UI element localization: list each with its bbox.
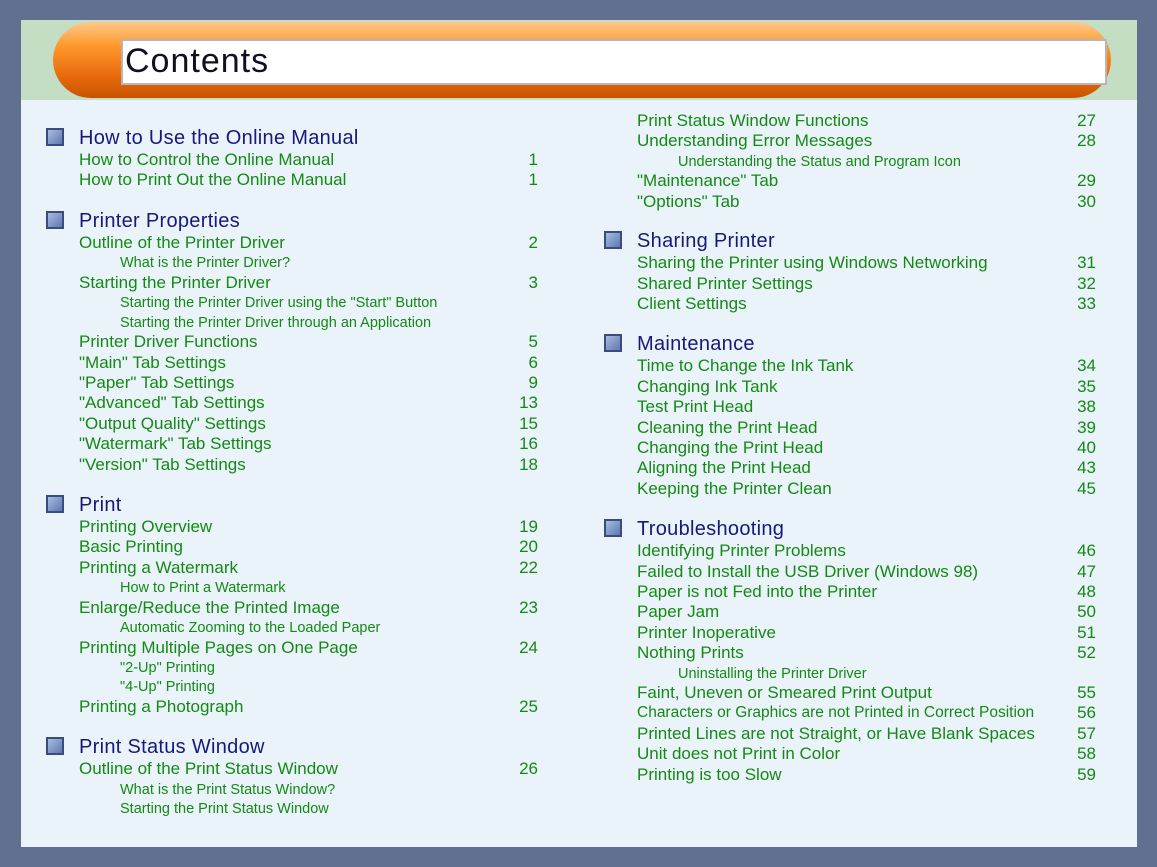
toc-entry-link[interactable]: Changing the Print Head xyxy=(637,437,824,457)
section-heading[interactable] xyxy=(604,229,775,253)
toc-subentry-link[interactable]: "2-Up" Printing xyxy=(120,659,215,676)
section-heading-label: Printer Properties xyxy=(79,209,241,232)
toc-page-number[interactable]: 34 xyxy=(1077,356,1096,376)
toc-page-number[interactable]: 18 xyxy=(519,454,538,474)
toc-entry-link[interactable]: "Options" Tab xyxy=(637,191,740,211)
toc-entry-link[interactable]: Outline of the Print Status Window xyxy=(79,759,338,779)
toc-entry-link[interactable]: Test Print Head xyxy=(637,397,754,417)
toc-subentry-link[interactable]: "4-Up" Printing xyxy=(120,679,215,696)
section-heading[interactable] xyxy=(604,517,784,541)
toc-entry-link[interactable]: Printing Overview xyxy=(79,516,213,536)
toc-page-number[interactable]: 43 xyxy=(1077,458,1096,478)
toc-page-number[interactable]: 50 xyxy=(1077,602,1096,622)
toc-page-number[interactable]: 5 xyxy=(528,332,538,352)
toc-entry-link[interactable]: "Maintenance" Tab xyxy=(637,171,779,191)
toc-page-number[interactable]: 32 xyxy=(1077,273,1096,293)
toc-entry-link[interactable]: Basic Printing xyxy=(79,537,183,557)
section-heading-label: Print xyxy=(79,493,122,516)
toc-page-number[interactable]: 46 xyxy=(1077,541,1096,561)
toc-page-number[interactable]: 55 xyxy=(1077,683,1096,702)
toc-entry-link[interactable]: Characters or Graphics are not Printed in Correct Position xyxy=(637,704,1035,722)
toc-entry-link[interactable]: Print Status Window Functions xyxy=(637,111,869,130)
section-heading[interactable] xyxy=(604,332,755,356)
toc-entry-link[interactable]: "Paper" Tab Settings xyxy=(79,372,235,392)
toc-entry-link[interactable]: "Watermark" Tab Settings xyxy=(79,434,272,454)
toc-page-number[interactable]: 30 xyxy=(1077,191,1096,211)
toc-page-number[interactable]: 9 xyxy=(528,372,538,392)
toc-page-number[interactable]: 25 xyxy=(519,696,538,716)
square-bullet-icon xyxy=(46,737,64,755)
toc-entry-link[interactable]: "Advanced" Tab Settings xyxy=(79,393,265,413)
toc-page-number[interactable]: 31 xyxy=(1077,253,1096,273)
toc-page-number[interactable]: 23 xyxy=(519,597,538,617)
section-heading[interactable] xyxy=(46,126,359,150)
square-bullet-icon xyxy=(46,211,64,229)
toc-entry-link[interactable]: Sharing the Printer using Windows Networking xyxy=(637,253,988,273)
square-bullet-icon xyxy=(46,495,64,513)
toc-entry-link[interactable]: How to Print Out the Online Manual xyxy=(79,170,347,190)
toc-page-number[interactable]: 16 xyxy=(519,434,538,454)
toc-subentry-link[interactable]: How to Print a Watermark xyxy=(120,580,286,597)
toc-entry-link[interactable]: Paper is not Fed into the Printer xyxy=(637,581,878,601)
toc-page-number[interactable]: 52 xyxy=(1077,643,1096,663)
toc-entry-link[interactable]: Cleaning the Print Head xyxy=(637,417,818,437)
toc-page-number[interactable]: 45 xyxy=(1077,478,1096,498)
square-bullet-icon xyxy=(604,519,622,537)
toc-entry-link[interactable]: Keeping the Printer Clean xyxy=(637,478,832,498)
toc-page-number[interactable]: 38 xyxy=(1077,397,1096,417)
toc-page-number[interactable]: 27 xyxy=(1077,111,1096,130)
toc-page-number[interactable]: 22 xyxy=(519,557,538,577)
page-title: Contents xyxy=(125,42,270,80)
section-heading-label: How to Use the Online Manual xyxy=(79,127,359,149)
document-page xyxy=(21,20,1137,847)
toc-page-number[interactable]: 20 xyxy=(519,537,538,557)
toc-subentry-link[interactable]: Uninstalling the Printer Driver xyxy=(678,665,867,682)
toc-entry-link[interactable]: Starting the Printer Driver xyxy=(79,272,271,292)
section-heading[interactable] xyxy=(46,493,122,517)
toc-entry-link[interactable]: Time to Change the Ink Tank xyxy=(637,356,854,376)
toc-entry-link[interactable]: Nothing Prints xyxy=(637,643,744,663)
square-bullet-icon xyxy=(604,231,622,249)
section-heading[interactable] xyxy=(46,735,265,759)
toc-page-number[interactable]: 58 xyxy=(1077,744,1096,764)
toc-page-number[interactable]: 1 xyxy=(528,170,538,190)
toc-page-number[interactable]: 26 xyxy=(519,759,538,779)
section-heading-label: Maintenance xyxy=(637,333,755,356)
toc-page-number[interactable]: 59 xyxy=(1077,764,1096,784)
toc-page-number[interactable]: 56 xyxy=(1077,703,1096,723)
toc-subentry-link[interactable]: What is the Print Status Window? xyxy=(120,781,336,798)
toc-entry-link[interactable]: Outline of the Printer Driver xyxy=(79,232,285,252)
square-bullet-icon xyxy=(604,334,622,352)
toc-entry-link[interactable]: Enlarge/Reduce the Printed Image xyxy=(79,597,340,617)
toc-entry-link[interactable]: Printing a Photograph xyxy=(79,696,244,716)
toc-page-number[interactable]: 3 xyxy=(528,272,538,292)
toc-entry-link[interactable]: Paper Jam xyxy=(637,602,720,622)
toc-page-number[interactable]: 2 xyxy=(528,232,538,252)
header-band xyxy=(21,20,1137,100)
toc-page-number[interactable]: 39 xyxy=(1077,417,1096,437)
toc-subentry-link[interactable]: What is the Printer Driver? xyxy=(120,255,291,272)
toc-entry-link[interactable]: Faint, Uneven or Smeared Print Output xyxy=(637,683,932,702)
toc-entry-link[interactable]: Failed to Install the USB Driver (Windows 98) xyxy=(637,561,979,581)
toc-entry-link[interactable]: Printer Driver Functions xyxy=(79,332,258,352)
toc-entry-link[interactable]: Printing a Watermark xyxy=(79,557,239,577)
toc-entry-link[interactable]: Client Settings xyxy=(637,293,747,313)
toc-entry-link[interactable]: Shared Printer Settings xyxy=(637,273,813,293)
toc-page-number[interactable]: 51 xyxy=(1077,622,1096,642)
toc-page-number[interactable]: 6 xyxy=(528,352,538,372)
toc-page-number[interactable]: 13 xyxy=(519,393,538,413)
toc-entry-link[interactable]: Unit does not Print in Color xyxy=(637,744,841,764)
toc-subentry-link[interactable]: Automatic Zooming to the Loaded Paper xyxy=(120,620,381,636)
toc-page-number[interactable]: 57 xyxy=(1077,723,1096,743)
toc-page-number[interactable]: 24 xyxy=(519,637,538,657)
toc-entry-link[interactable]: Changing Ink Tank xyxy=(637,376,778,396)
toc-page-number[interactable]: 48 xyxy=(1077,581,1096,601)
toc-entry-link[interactable]: Identifying Printer Problems xyxy=(637,541,846,561)
section-heading[interactable] xyxy=(46,209,240,233)
toc-subentry-link[interactable]: Starting the Printer Driver using the "Start" Button xyxy=(120,295,438,312)
toc-entry-link[interactable]: How to Control the Online Manual xyxy=(79,150,335,169)
section-heading-label: Print Status Window xyxy=(79,736,265,759)
toc-subentry-link[interactable]: Understanding the Status and Program Icon xyxy=(678,153,961,170)
toc-entry-link[interactable]: Printing Multiple Pages on One Page xyxy=(79,637,358,657)
toc-page-number[interactable]: 35 xyxy=(1077,376,1096,396)
toc-page-number[interactable]: 1 xyxy=(528,150,538,169)
toc-entry-link[interactable]: Understanding Error Messages xyxy=(637,131,873,151)
toc-page-number[interactable]: 40 xyxy=(1077,437,1096,457)
toc-entry-link[interactable]: Aligning the Print Head xyxy=(637,458,811,478)
toc-page-number[interactable]: 19 xyxy=(519,516,538,536)
section-heading-label: Sharing Printer xyxy=(637,230,775,253)
toc-page-number[interactable]: 47 xyxy=(1077,561,1096,581)
toc-page-number[interactable]: 29 xyxy=(1077,171,1096,191)
toc-subentry-link[interactable]: Starting the Printer Driver through an Application xyxy=(120,314,432,331)
toc-page-number[interactable]: 28 xyxy=(1077,131,1096,151)
toc-entry-link[interactable]: "Main" Tab Settings xyxy=(79,352,226,372)
toc-entry-link[interactable]: "Output Quality" Settings xyxy=(79,413,266,433)
toc-entry-link[interactable]: Printed Lines are not Straight, or Have Blank Spaces xyxy=(637,723,1035,743)
toc-page-number[interactable]: 15 xyxy=(519,413,538,433)
toc-entry-link[interactable]: "Version" Tab Settings xyxy=(79,454,246,474)
toc-subentry-link[interactable]: Starting the Print Status Window xyxy=(120,801,329,818)
toc-entry-link[interactable]: Printing is too Slow xyxy=(637,764,782,784)
toc-page-number[interactable]: 33 xyxy=(1077,293,1096,313)
section-heading-label: Troubleshooting xyxy=(637,518,785,541)
square-bullet-icon xyxy=(46,128,64,146)
toc-entry-link[interactable]: Printer Inoperative xyxy=(637,622,776,642)
